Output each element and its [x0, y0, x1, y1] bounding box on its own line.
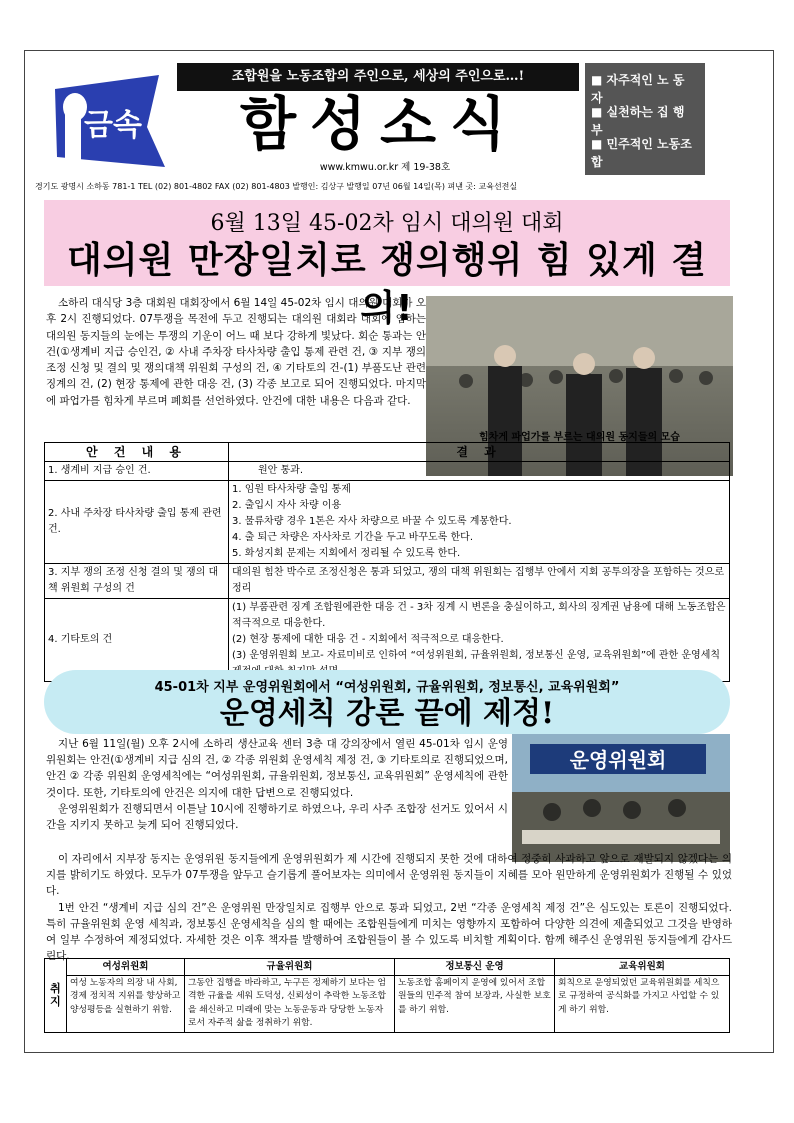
headline-2-title: 운영세칙 강론 끝에 제정!	[219, 696, 555, 731]
agenda-result: 원안 통과.	[229, 462, 730, 481]
headline-box-2	[44, 670, 730, 734]
article-2-body-bottom	[46, 851, 732, 964]
motto-box	[585, 63, 705, 175]
headline-1-subtitle: 6월 13일 45-02차 임시 대의원 대회	[210, 211, 564, 236]
agenda-item: 4. 기타토의 건	[45, 599, 229, 682]
agenda-item: 2. 사내 주차장 타사차량 출입 통제 관련 건.	[45, 481, 229, 564]
agenda-item: 3. 지부 쟁의 조정 신청 결의 및 쟁의 대책 위원회 구성의 건	[45, 564, 229, 599]
article-2-paragraph: 지난 6월 11일(월) 오후 2시에 소하리 생산교육 센터 3층 대 강의장에서 열린 45-01차 임시 운영위원회는 안건(①생계비 지급 심의 건, ② 각종 위원회 운영세칙 제정 건, ③ 기타토의로 진행되었으며, 안건 ② 각종 위원회 운영세칙에는 “여성위원회, 규율위원회, 정보통신, 교육위원회” 운영세칙에 관한 것이다. 또한, 기타토의에 안건은 의지에 대한 답변으로 진행되었다.	[46, 738, 508, 799]
table-row	[45, 481, 730, 564]
motto-item: ■ 민주적인 노동조합	[591, 137, 692, 169]
headline-2-subtitle: 45-01차 지부 운영위원회에서 “여성위원회, 규율위원회, 정보통신, 교육위원회”	[154, 680, 620, 695]
slogan-banner: 조합원을 노동조합의 주인으로, 세상의 주인으로…!	[177, 63, 579, 91]
committee-header: 교육위원회	[555, 959, 730, 976]
purpose-cell: 회칙으로 운영되었던 교육위원회를 세칙으로 규정하여 공식화를 가지고 사업할 수 있게 하기 위함.	[555, 975, 730, 1032]
table-row	[45, 564, 730, 599]
table-row	[45, 975, 730, 1032]
committee-header: 여성위원회	[67, 959, 185, 976]
website-issue-line: www.kmwu.or.kr 제 19-38호	[319, 162, 451, 173]
purpose-cell: 노동조합 홈페이지 운영에 있어서 조합원들의 민주적 참여 보장과, 사실한 보호를 하기 위함.	[395, 975, 555, 1032]
agenda-item: 1. 생계비 지급 승인 건.	[45, 462, 229, 481]
logo-text: 금속	[84, 108, 142, 143]
union-flag-logo	[47, 69, 169, 177]
table-1-header-item: 안 건 내 용	[45, 443, 229, 462]
table-1-header-result: 결 과	[229, 443, 730, 462]
agenda-result: 대의원 힘찬 박수로 조정신청은 통과 되었고, 쟁의 대책 위원회는 집행부 안에서 지회 공투의장을 포함하는 것으로 정리	[229, 564, 730, 599]
article-2-paragraph: 이 자리에서 지부장 동지는 운영위원 동지들에게 운영위원회가 제 시간에 진행되지 못한 것에 대하여 정중히 사과하고 앞으로 재발되지 않겠다는 의지를 밝히기도 하였다. 모두가 07투쟁을 앞두고 슬기롭게 풀어보자는 의미에서 운영위원 동지들이 지혜를 모아 원만하게 운영위원회가 진행될 수 있었다.	[46, 853, 732, 898]
committee-header: 규율위원회	[185, 959, 395, 976]
committee-sign-text: 운영위원회	[569, 748, 667, 772]
table-row	[45, 462, 730, 481]
motto-item: ■ 실천하는 집 행 부	[591, 105, 685, 137]
purpose-label: 취지	[45, 959, 67, 1033]
agenda-result: 1. 임원 타사차량 출입 통제 2. 출입시 자사 차량 이용 3. 물류차량 경우 1톤은 자사 차량으로 바꿀 수 있도록 계몽한다. 4. 출 퇴근 차량은 자사차로 기간을 두고 바꾸도록 한다. 5. 화성지회 문제는 지회에서 정리될 수 있도록 한다.	[229, 481, 730, 564]
committee-header: 정보통신 운영	[395, 959, 555, 976]
purpose-cell: 그동안 집행을 바라하고, 누구든 정제하기 보다는 엄격한 규율을 세워 도덕성, 신뢰성이 추락한 노동조합을 쇄신하고 미래에 맞는 노동운동과 당당한 노동자로서 자주적 삶을 정취하기 위함.	[185, 975, 395, 1032]
article-2-paragraph: 1번 안건 “생계비 지급 심의 건”은 운영위원 만장일치로 집행부 안으로 통과 되었고, 2번 “각종 운영세칙 제정 건”은 심도있는 토론이 진행되었다. 특히 규율위원회 운영 세칙과, 정보통신 운영세칙을 심의 할 때에는 조합원들에게 미치는 영향까지 포함하여 다양한 의견에 제출되었고 그것을 반영하여 일부 수정하여 제정되었다. 자세한 것은 이후 책자를 발행하여 조합원들이 볼 수 있도록 비치할 계획이다. 함께 해주신 운영위원 동지들에게 감사드린다.	[46, 901, 732, 963]
agenda-result: (1) 부품관련 징계 조합원에관한 대응 건 - 3차 징계 시 변론을 충실이하고, 회사의 징계권 남용에 대해 노동조합은 적극적으로 대응한다. (2) 현장 통제에 대한 대응 건 - 지회에서 적극적으로 대응한다. (3) 운영위원회 보고- 자료미비로 인하여 “여성위원회, 규율위원회, 정보통신 운영, 교육위원회”에 관한 운영세칙	[229, 599, 730, 682]
agenda-results-table	[44, 442, 730, 682]
committee-purpose-table	[44, 958, 730, 1033]
article-2-paragraph: 운영위원회가 진행되면서 이튿날 10시에 진행하기로 하였으나, 우리 사주 조합장 선거도 있어서 시간을 지키지 못하고 늦게 되어 진행되었다.	[46, 802, 508, 832]
article-2-body-top	[46, 736, 508, 833]
headline-1-title: 대의원 만장일치로 쟁의행위 힘 있게 결의!	[66, 240, 708, 329]
committee-photo	[512, 734, 730, 862]
newsletter-title: 함성소식	[239, 90, 521, 158]
photo-1-caption: 힘차게 파업가를 부르는 대의원 동지들의 모습	[479, 432, 680, 443]
purpose-cell: 여성 노동자의 의장 내 사회, 경제 정치적 지위를 향상하고 양성평등을 실현하기 위함.	[67, 975, 185, 1032]
publication-info: 경기도 광명시 소하동 781-1 TEL (02) 801-4802 FAX (02) 801-4803 발행인: 김상구 발행일 07년 06월 14일(목) 펴낸 곳: 교육선전실	[35, 182, 518, 191]
motto-item: ■ 자주적인 노 동 자	[591, 73, 685, 105]
article-1-body: 소하리 대식당 3층 대회원 대회장에서 6월 14일 45-02차 임시 대의원 대회가 오후 2시 진행되었다. 07투쟁을 목전에 두고 진행되는 대의원 대회라 대회에 임하는 대의원 동지들의 눈에는 투쟁의 기운이 어느 때 보다 강하게 빛났다. 회순 통과는 안건(①생계비 지급 승인건, ② 사내 주차장 타사차량 출입 통제 관련 건, ③ 지부 쟁의 조정 신청 및 결의 및 쟁의대책 위원회 구성의 건, ④ 기타토의 건-(1) 부품도난 관련 징계의 건, (2) 현장 통제에 관한 대응 건, (3) 각종 보고로 되어 진행되었다. 마지막에 파업가를 힘차게 부르며 폐회를 선언하였다. 안건에 대한 내용은 다음과 같다.	[46, 297, 426, 407]
headline-box-1	[44, 200, 730, 329]
